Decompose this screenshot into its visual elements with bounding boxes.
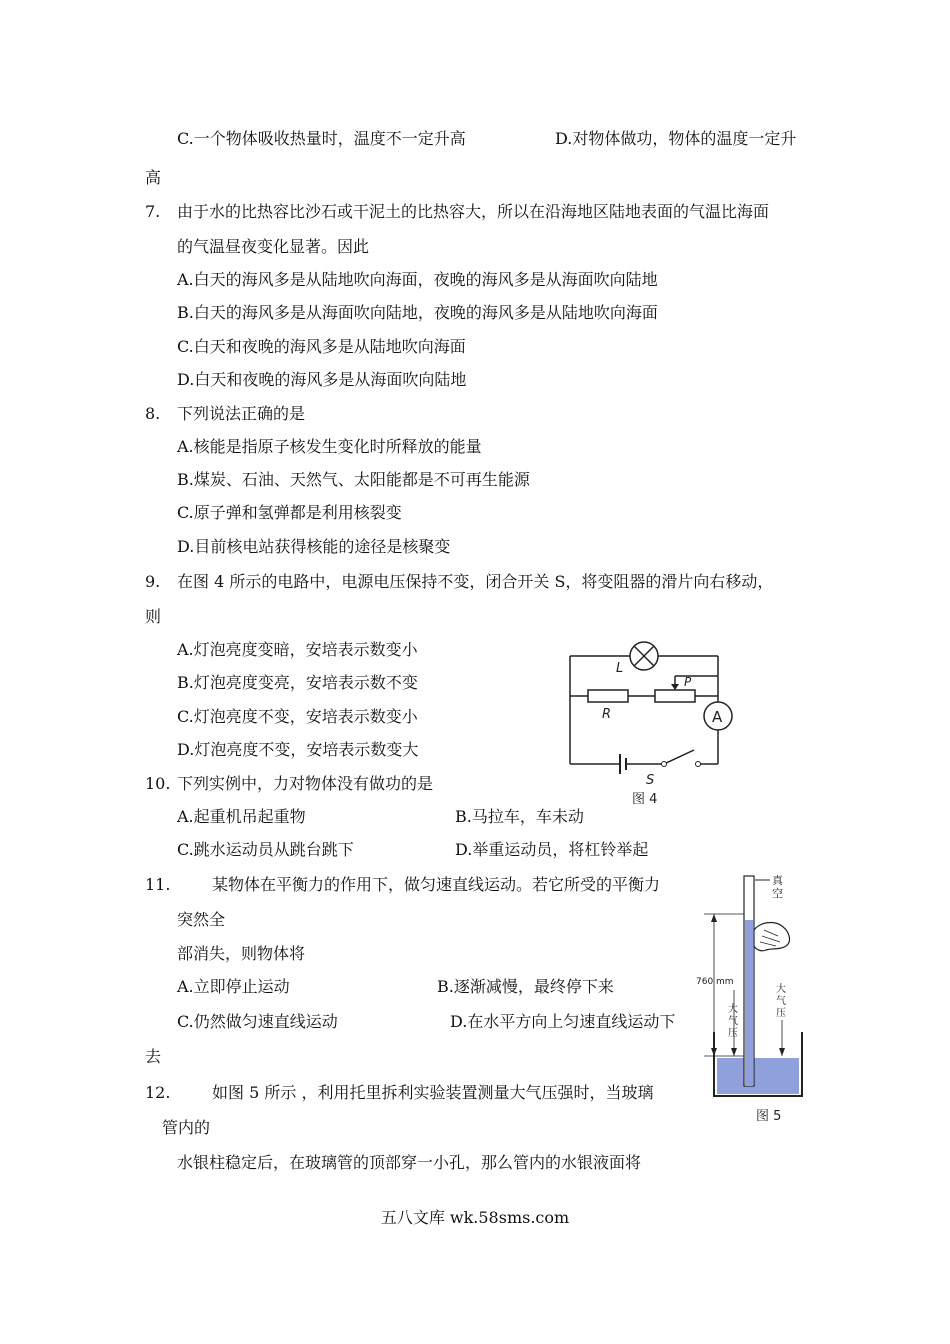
q9-stem-line-1: 在图 4 所示的电路中，电源电压保持不变，闭合开关 S，将变阻器的滑片向右移动， bbox=[177, 572, 774, 591]
q11-option-c: C.仍然做匀速直线运动 bbox=[177, 1012, 338, 1031]
q8-option-a: A.核能是指原子核发生变化时所释放的能量 bbox=[177, 437, 482, 456]
q10-option-c: C.跳水运动员从跳台跳下 bbox=[177, 840, 354, 859]
q10-stem: 下列实例中，力对物体没有做功的是 bbox=[177, 774, 434, 793]
q11-option-a: A.立即停止运动 bbox=[177, 977, 290, 996]
fig5-atm-right-1: 大 bbox=[776, 984, 786, 995]
fig5-label-height: 760 mm bbox=[696, 977, 734, 987]
q7-stem-line-1: 由于水的比热容比沙石或干泥土的比热容大，所以在沿海地区陆地表面的气温比海面 bbox=[177, 202, 770, 221]
q9-number: 9. bbox=[145, 572, 161, 591]
fig5-atm-right-2: 气 bbox=[776, 996, 786, 1007]
switch-lever bbox=[664, 750, 694, 764]
q7-option-d: D.白天和夜晚的海风多是从海面吹向陆地 bbox=[177, 370, 467, 389]
figure-4-circuit-diagram bbox=[560, 638, 750, 808]
resistor-symbol bbox=[588, 690, 628, 702]
hand-illustration bbox=[754, 923, 789, 951]
fig5-label-vacuum-1: 真 bbox=[772, 874, 783, 887]
q8-option-b: B.煤炭、石油、天然气、太阳能都是不可再生能源 bbox=[177, 470, 530, 489]
q6-option-d-continued: 高 bbox=[145, 168, 162, 187]
fig4-label-lamp: L bbox=[616, 661, 624, 676]
q7-stem-line-2: 的气温昼夜变化显著。因此 bbox=[177, 237, 370, 256]
fig4-label-slider: P bbox=[684, 675, 692, 689]
q10-option-d: D.举重运动员，将杠铃举起 bbox=[455, 840, 649, 859]
footer-source: 五八文库 wk.58sms.com bbox=[380, 1208, 570, 1227]
fig4-label-resistor: R bbox=[602, 707, 612, 722]
q10-number: 10. bbox=[145, 774, 171, 793]
q11-option-d: D.在水平方向上匀速直线运动下 bbox=[450, 1012, 676, 1031]
q11-stem-line-1: 某物体在平衡力的作用下，做匀速直线运动。若它所受的平衡力 bbox=[212, 875, 661, 894]
fig5-atm-left-3: 压 bbox=[728, 1028, 738, 1039]
fig4-caption: 图 4 bbox=[632, 792, 658, 807]
mercury-column bbox=[745, 920, 753, 1086]
q9-option-b: B.灯泡亮度变亮，安培表示数不变 bbox=[177, 673, 418, 692]
fig5-label-vacuum-2: 空 bbox=[772, 887, 783, 900]
q12-stem-line-2: 管内的 bbox=[162, 1118, 211, 1137]
q11-stem-line-2: 突然全 bbox=[177, 910, 226, 929]
q11-option-d-continued: 去 bbox=[145, 1047, 162, 1066]
q10-option-b: B.马拉车，车未动 bbox=[455, 807, 584, 826]
q7-number: 7. bbox=[145, 202, 161, 221]
fig5-atm-left-2: 气 bbox=[728, 1016, 738, 1027]
q9-option-c: C.灯泡亮度不变，安培表示数变小 bbox=[177, 707, 418, 726]
q12-number: 12. bbox=[145, 1083, 171, 1102]
fig5-atm-right-3: 压 bbox=[776, 1008, 786, 1019]
q7-option-b: B.白天的海风多是从海面吹向陆地，夜晚的海风多是从陆地吹向海面 bbox=[177, 303, 658, 322]
figure-5-torricelli-diagram bbox=[694, 870, 810, 1130]
q11-number: 11. bbox=[145, 875, 171, 894]
q6-option-c: C.一个物体吸收热量时，温度不一定升高 bbox=[177, 129, 466, 148]
fig5-caption: 图 5 bbox=[756, 1109, 782, 1124]
q7-option-a: A.白天的海风多是从陆地吹向海面，夜晚的海风多是从海面吹向陆地 bbox=[177, 270, 658, 289]
q9-option-a: A.灯泡亮度变暗，安培表示数变小 bbox=[177, 640, 418, 659]
q8-option-d: D.目前核电站获得核能的途径是核聚变 bbox=[177, 537, 451, 556]
rheostat-symbol bbox=[655, 690, 695, 702]
q6-option-d: D.对物体做功，物体的温度一定升 bbox=[555, 129, 797, 148]
fig4-label-switch: S bbox=[646, 773, 655, 788]
q12-stem-line-1: 如图 5 所示 ，利用托里拆利实验装置测量大气压强时，当玻璃 bbox=[212, 1083, 654, 1102]
fig5-atm-left-1: 大 bbox=[728, 1004, 738, 1015]
q10-option-a: A.起重机吊起重物 bbox=[177, 807, 306, 826]
q11-stem-line-3: 部消失，则物体将 bbox=[177, 944, 306, 963]
q8-number: 8. bbox=[145, 404, 161, 423]
q8-option-c: C.原子弹和氢弹都是利用核裂变 bbox=[177, 503, 402, 522]
q12-stem-line-3: 水银柱稳定后，在玻璃管的顶部穿一小孔，那么管内的水银液面将 bbox=[177, 1153, 642, 1172]
q7-option-c: C.白天和夜晚的海风多是从陆地吹向海面 bbox=[177, 337, 466, 356]
q8-stem: 下列说法正确的是 bbox=[177, 404, 306, 423]
q9-stem-line-2: 则 bbox=[145, 607, 162, 626]
fig4-label-ammeter: A bbox=[712, 708, 723, 726]
q11-option-b: B.逐渐减慢，最终停下来 bbox=[437, 977, 614, 996]
q9-option-d: D.灯泡亮度不变，安培表示数变大 bbox=[177, 740, 419, 759]
